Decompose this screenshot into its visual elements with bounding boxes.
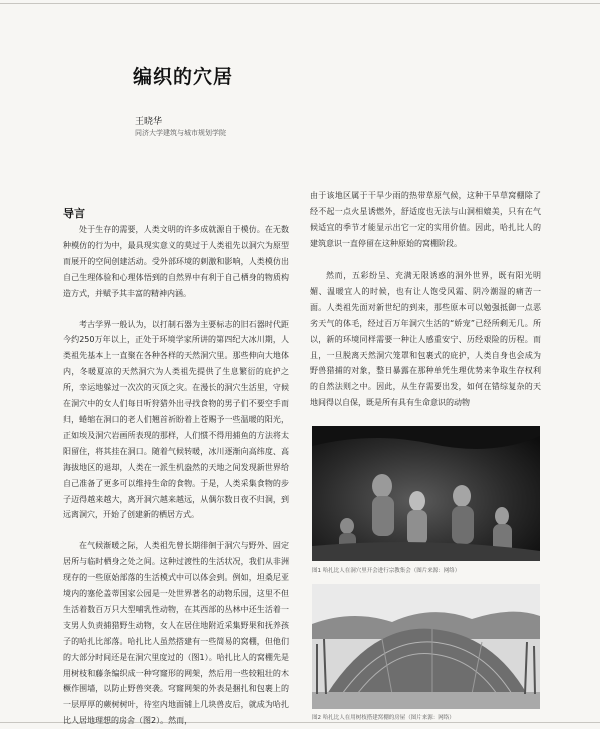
paragraph: 在气候渐暖之际，人类祖先曾长期徘徊于洞穴与野外、固定居所与临时栖身之处之间。这种过渡性的生活状况，我们从非洲现存的一些原始部落的生活模式中可以体会到。例如，坦桑尼亚境内的塞伦盖蒂国家公园是一处世界著名的动物乐园，这里不但生活着数百万只大型哺乳性动物，在其西部的丛林中还生活着一支男人负责捕猎野生动物，女人在居住地附近采集野果和抚养孩子的哈扎比部落。哈扎比人虽然搭建有一些简易的窝棚，但他们的大部分时间还是在洞穴里度过的（图1）。哈扎比人的窝棚先是用树枝和藤条编织成一种穹窿形的网架，然后用一些较粗壮的木橛作围墙，以防止野兽突袭。穹窿网架的外表是捆扎和包裹上的一层厚厚的蕨树树叶，待室内地面铺上几块兽皮后，就成为哈扎比人居地理想的房舍（图2）。然而， <box>63 541 289 726</box>
figure-1-photo <box>312 426 540 561</box>
article-title: 编织的穴居 <box>133 66 234 88</box>
author-affiliation: 同济大学建筑与城市规划学院 <box>135 129 226 137</box>
scan-edge-top <box>0 3 600 4</box>
author-name: 王晓华 <box>135 117 163 127</box>
paragraph: 处于生存的需要，人类文明的许多成就源自于模仿。在无数种模仿的行为中，最具现实意义的莫过于人类祖先以洞穴为原型而展开的空间创建活动。受外部环境的刺激和影响，人类模仿出自己生理体验和心理体悟到的自然界中有利于自己栖身的物质构造方式，并赋予其丰富的精神内涵。 <box>63 225 289 298</box>
left-column <box>63 222 289 729</box>
figure-2-caption: 图2 哈扎比人在用树枝搭建窝棚的房屋（图片来源：网络） <box>312 715 455 721</box>
figure-2-photo <box>312 584 540 709</box>
figure-1-caption: 图1 哈扎比人在洞穴里开会进行宗教集会（图片来源：网络） <box>312 568 461 574</box>
section-heading: 导言 <box>63 207 85 220</box>
paragraph: 考古学界一般认为，以打制石器为主要标志的旧石器时代距今约250万年以上，正处于环境学家所讲的第四纪大冰川期，人类祖先基本上一直聚在各种各样的天然洞穴里。那些伸向大地体内，冬暖夏凉的天然洞穴为人类祖先提供了生息繁衍的庇护之所，幸运地躲过一次次的灭顶之灾。在漫长的洞穴生活里，守候在洞穴中的女人们每日听狩猎外出寻找食物的男子们不要空手而归，蜷缩在洞口的老人们翘首祈盼着上苍赐予一些温暖的阳光，正如埃及洞穴岩画所表现的那样，人们惯不得用捕鱼的方法将太阳留住，将其挂在洞口。随着气候转暖，冰川逐渐向高纬度、高海拔地区的退却，人类在一派生机盎然的天地之间发现新世界给自己准备了更多可以维持生命的食物。于是，人类采集食物的步子迈得越来越大，离开洞穴越来越远，从偶尔数日夜不归洞，到远离洞穴，开始了创建新的栖居方式。 <box>63 319 289 520</box>
dome-hut-photo <box>312 584 540 709</box>
paragraph: 由于该地区属于干旱少雨的热带草原气候，这种干旱草窝棚除了经不起一点火星诱燃外，舒适度也无法与山洞相媲美，只有在气候适宜的季节才能显示出它一定的实用价值。因此，哈扎比人的建筑意识一直停留在这种原始的窝棚阶段。 <box>310 191 541 248</box>
right-column-top <box>310 188 541 252</box>
hadza-gathering-photo <box>312 426 540 561</box>
paragraph: 然而，五彩纷呈、充满无限诱惑的洞外世界，既有阳光明媚、温暖宜人的时候，也有让人饱受风霜、阴冷潮湿的痛苦一面。人类祖先面对新世纪的到来，那些原本可以勉强抵御一点恶劣天气的体毛，经过百万年洞穴生活的“娇宠”已经所剩无几。所以，新的环境同样需要一种让人感重安宁、历经艰险的历程。而且，一旦脱离天然洞穴笼罩和包裹式的庇护，人类自身也会成为野兽猎捕的对象，整日暴露在那种单凭生理优势来争取生存权利的自然法则之中。因此，从生存需要出发，如何在错综复杂的天地间得以自保，既是所有具有生命意识的动物 <box>310 271 541 408</box>
right-column-middle <box>310 268 541 411</box>
